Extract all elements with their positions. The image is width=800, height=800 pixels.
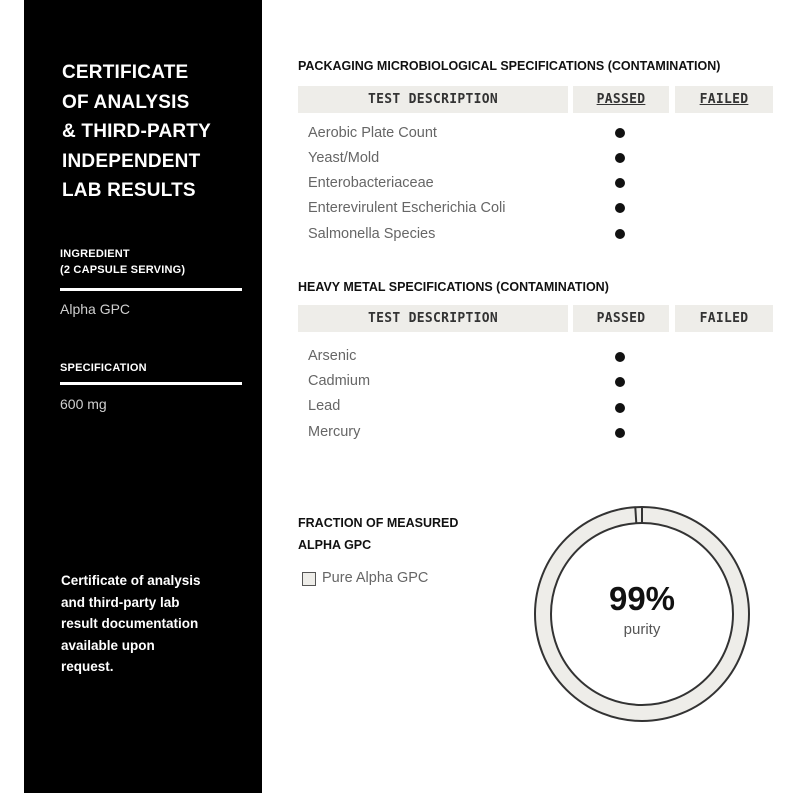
sidebar-panel <box>24 0 262 793</box>
fraction-title-line: FRACTION OF MEASURED <box>298 516 459 530</box>
note-line: result documentation <box>61 616 199 631</box>
specification-label-line: SPECIFICATION <box>60 362 147 374</box>
title-line: LAB RESULTS <box>62 180 196 201</box>
header-text: FAILED <box>699 92 749 107</box>
title-line: INDEPENDENT <box>62 150 201 172</box>
ingredient-label-line: INGREDIENT <box>60 248 130 260</box>
header-text: TEST DESCRIPTION <box>367 92 499 107</box>
passed-dot <box>615 203 625 213</box>
title-line: & THIRD-PARTY <box>62 121 211 142</box>
metals-row-label: Lead <box>308 398 341 414</box>
purity-percent: 99% <box>608 580 676 617</box>
passed-dot <box>615 352 625 362</box>
metals-row-label: Cadmium <box>308 373 371 389</box>
micro-section-title: PACKAGING MICROBIOLOGICAL SPECIFICATIONS (CONTAMINATION) <box>298 59 721 73</box>
passed-dot <box>615 229 625 239</box>
micro-row-label: Enterobacteriaceae <box>308 175 434 191</box>
passed-dot <box>615 128 625 138</box>
title-line: OF ANALYSIS <box>62 91 190 113</box>
metals-row-label: Mercury <box>308 424 361 440</box>
specification-divider <box>60 382 242 385</box>
header-text: FAILED <box>699 311 749 326</box>
passed-dot <box>615 153 625 163</box>
header-text: TEST DESCRIPTION <box>367 311 499 326</box>
passed-dot <box>615 428 625 438</box>
note-line: Certificate of analysis <box>61 573 201 588</box>
ingredient-label <box>60 246 185 278</box>
legend-label: Pure Alpha GPC <box>322 570 429 586</box>
note-line: and third-party lab <box>61 594 180 610</box>
slice-divider <box>635 507 636 523</box>
passed-dot <box>615 403 625 413</box>
micro-header-description <box>298 86 568 113</box>
metals-header-description <box>298 305 568 332</box>
metals-header-failed <box>675 305 773 332</box>
ingredient-divider <box>60 288 242 291</box>
micro-header-passed <box>573 86 669 113</box>
specification-value: 600 mg <box>60 396 107 412</box>
header-text: PASSED <box>596 311 646 326</box>
metals-row-label: Arsenic <box>308 348 357 364</box>
micro-row-label: Aerobic Plate Count <box>308 125 437 141</box>
micro-row-label: Yeast/Mold <box>308 150 380 166</box>
metals-section-title: HEAVY METAL SPECIFICATIONS (CONTAMINATION) <box>298 280 609 294</box>
specification-label <box>60 360 147 376</box>
ingredient-label-line: (2 CAPSULE SERVING) <box>60 264 186 276</box>
fraction-title <box>298 512 458 556</box>
page-title <box>62 58 252 206</box>
metals-header-passed <box>573 305 669 332</box>
documentation-note <box>61 570 241 678</box>
note-line: available upon <box>61 637 155 653</box>
purity-label: purity <box>623 621 661 638</box>
title-line: CERTIFICATE <box>62 62 189 83</box>
passed-dot <box>615 178 625 188</box>
ingredient-value: Alpha GPC <box>60 301 131 317</box>
micro-row-label: Enterevirulent Escherichia Coli <box>308 200 506 216</box>
micro-row-label: Salmonella Species <box>308 226 436 242</box>
passed-dot <box>615 377 625 387</box>
fraction-title-line: ALPHA GPC <box>298 538 372 552</box>
legend-swatch <box>302 572 316 586</box>
micro-header-failed <box>675 86 773 113</box>
note-line: request. <box>61 659 114 674</box>
header-text: PASSED <box>596 92 646 107</box>
